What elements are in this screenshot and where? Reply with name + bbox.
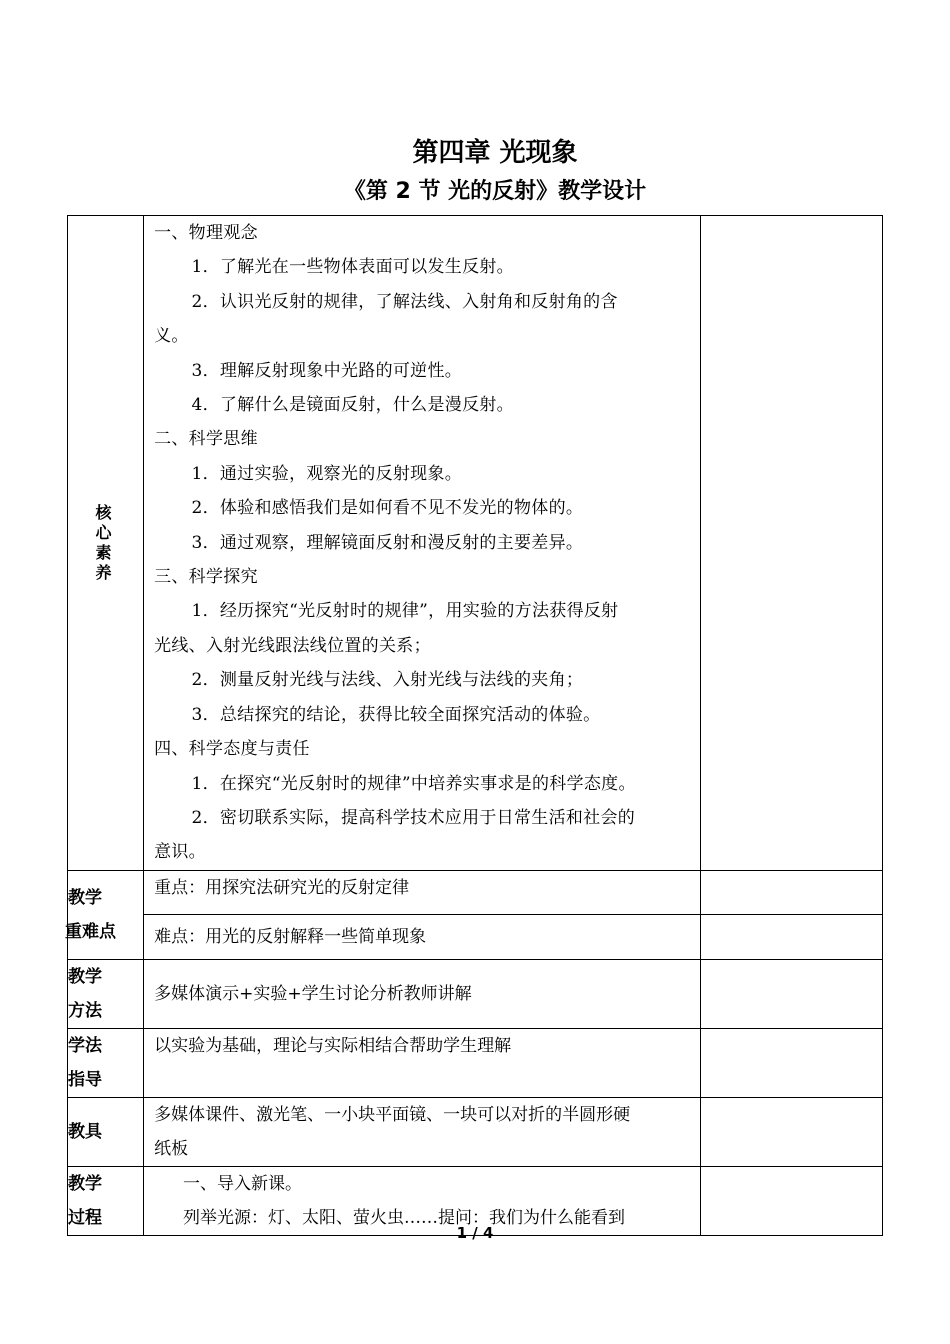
row-tools (68, 1097, 883, 1166)
core-literacy-label-char: 养 (95, 562, 112, 582)
difficulty-label-line1: 教学 (68, 887, 102, 908)
core-literacy-line: 1．了解光在一些物体表面可以发生反射。 (191, 257, 514, 278)
method-note (700, 959, 882, 1028)
method-label-line1: 教学 (68, 966, 102, 987)
core-literacy-label-text (68, 503, 139, 583)
guidance-label-line1: 学法 (68, 1035, 102, 1056)
core-literacy-line: 3．总结探究的结论，获得比较全面探究活动的体验。 (191, 704, 601, 725)
core-literacy-line: 一、物理观念 (154, 223, 258, 243)
core-literacy-line: 二、科学思维 (154, 429, 258, 450)
difficulty-label-line2: 重难点 (65, 921, 116, 942)
core-literacy-line: 2．认识光反射的规律，了解法线、入射角和反射角的含 (191, 291, 618, 312)
row-hard-point (68, 914, 883, 959)
core-literacy-line: 义。 (154, 326, 189, 347)
row-method (68, 959, 883, 1028)
core-literacy-line: 四、科学态度与责任 (154, 739, 310, 760)
lesson-plan-table (67, 215, 883, 1236)
difficulty-label (65, 870, 144, 959)
core-literacy-content (144, 216, 701, 871)
core-literacy-line: 3．理解反射现象中光路的可逆性。 (191, 360, 463, 381)
row-key-point (68, 870, 883, 914)
tools-note (700, 1097, 882, 1166)
page-title: 第四章 光现象 (412, 138, 578, 168)
page-number: 1 / 4 (456, 1224, 494, 1242)
core-literacy-line: 4．了解什么是镜面反射，什么是漫反射。 (191, 395, 514, 416)
core-literacy-line: 2．密切联系实际，提高科学技术应用于日常生活和社会的 (191, 807, 636, 828)
core-literacy-label-char: 素 (95, 542, 112, 562)
core-literacy-line: 3．通过观察，理解镜面反射和漫反射的主要差异。 (191, 532, 584, 553)
row-guidance (68, 1028, 883, 1097)
core-literacy-label-char: 心 (95, 522, 112, 542)
core-literacy-line: 2．测量反射光线与法线、入射光线与法线的夹角； (191, 670, 584, 691)
key-point-text: 重点：用探究法研究光的反射定律 (144, 870, 701, 914)
core-literacy-line: 意识。 (154, 842, 206, 863)
row-core-literacy (68, 216, 883, 871)
process-line1: 一、导入新课。 (182, 1173, 302, 1194)
tools-line1: 多媒体课件、激光笔、一小块平面镜、一块可以对折的半圆形硬 (154, 1104, 631, 1125)
tools-text (144, 1097, 701, 1166)
guidance-text: 以实验为基础，理论与实际相结合帮助学生理解 (144, 1028, 701, 1097)
key-point-note (700, 870, 882, 914)
guidance-label-line2: 指导 (68, 1069, 102, 1090)
guidance-label (68, 1028, 144, 1097)
core-literacy-lines (154, 216, 690, 870)
process-line2: 列举光源：灯、太阳、萤火虫……提问：我们为什么能看到 (182, 1207, 625, 1228)
core-literacy-line: 三、科学探究 (154, 567, 258, 588)
tools-label: 教具 (68, 1097, 144, 1166)
page-subtitle: 《第 2 节 光的反射》教学设计 (343, 179, 647, 204)
core-literacy-label-char: 核 (95, 502, 112, 522)
method-label-line2: 方法 (68, 1000, 102, 1021)
core-literacy-line: 1．在探究“光反射时的规律”中培养实事求是的科学态度。 (191, 773, 636, 794)
core-literacy-note (700, 216, 882, 871)
hard-point-text: 难点：用光的反射解释一些简单现象 (144, 914, 701, 959)
method-text: 多媒体演示+实验+学生讨论分析教师讲解 (144, 959, 701, 1028)
core-literacy-line: 2．体验和感悟我们是如何看不见不发光的物体的。 (191, 498, 584, 519)
core-literacy-line: 1．通过实验，观察光的反射现象。 (191, 463, 463, 484)
core-literacy-line: 1．经历探究“光反射时的规律”，用实验的方法获得反射 (191, 601, 619, 622)
method-label (68, 959, 144, 1028)
guidance-note (700, 1028, 882, 1097)
process-label-line2: 过程 (68, 1207, 102, 1228)
tools-line2: 纸板 (154, 1138, 189, 1159)
core-literacy-label (68, 216, 144, 871)
process-label-line1: 教学 (68, 1173, 102, 1194)
hard-point-note (700, 914, 882, 959)
core-literacy-line: 光线、入射光线跟法线位置的关系； (154, 635, 431, 656)
